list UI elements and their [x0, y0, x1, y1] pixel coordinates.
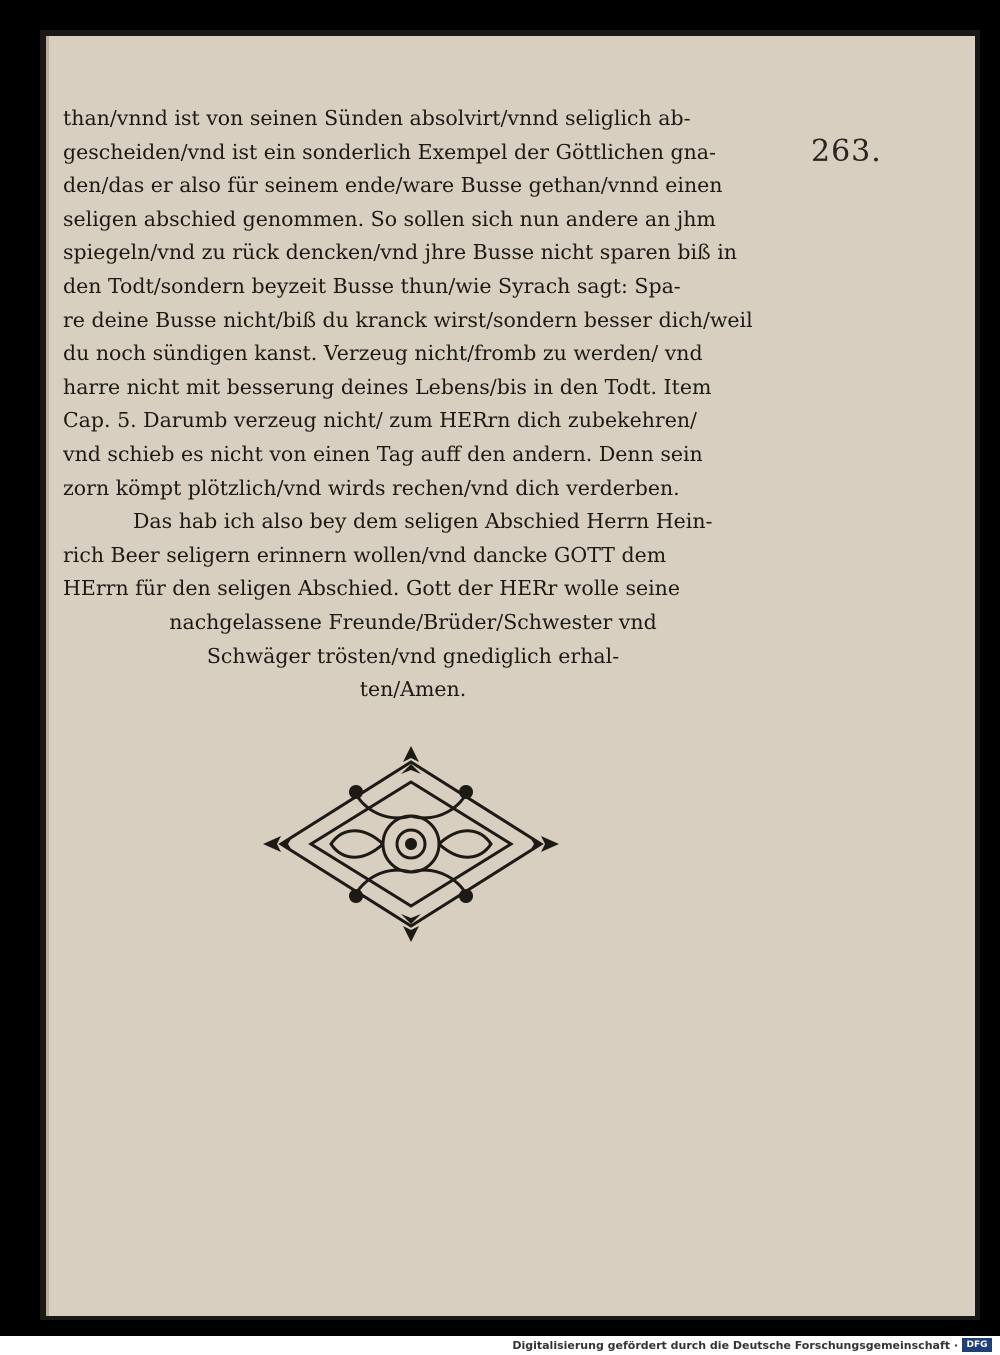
- text-line: den Todt/sondern beyzeit Busse thun/wie Syrach sagt: Spa-: [63, 273, 681, 298]
- text-line-centered: ten/Amen.: [359, 677, 467, 702]
- paragraph-2: [63, 505, 763, 707]
- text-line: gescheiden/vnd ist ein sonderlich Exempel der Göttlichen gna-: [63, 139, 716, 164]
- text-line: Cap. 5. Darumb verzeug nicht/ zum HERrn dich zubekehren/: [63, 408, 697, 433]
- text-line: spiegeln/vnd zu rück dencken/vnd jhre Busse nicht sparen biß in: [63, 240, 737, 265]
- text-line: vnd schieb es nicht von einen Tag auff den andern. Denn sein: [63, 441, 703, 466]
- text-line: rich Beer seligern erinnern wollen/vnd dancke GOTT dem: [63, 542, 667, 567]
- dfg-logo: DFG: [962, 1338, 992, 1352]
- text-line: seligen abschied genommen. So sollen sich nun andere an jhm: [63, 206, 716, 231]
- text-line-centered: nachgelassene Freunde/Brüder/Schwester vnd: [169, 609, 657, 634]
- text-line: HErrn für den seligen Abschied. Gott der HERr wolle seine: [63, 576, 681, 601]
- text-line: den/das er also für seinem ende/ware Busse gethan/vnnd einen: [63, 173, 723, 198]
- text-line: Das hab ich also bey dem seligen Abschied Herrn Hein-: [133, 509, 713, 534]
- text-line: zorn kömpt plötzlich/vnd wirds rechen/vnd dich verderben.: [63, 475, 680, 500]
- body-text: [63, 102, 763, 707]
- text-line: re deine Busse nicht/biß du kranck wirst/sondern besser dich/weil: [63, 307, 753, 332]
- digitization-footer: [0, 1336, 1000, 1355]
- text-line: du noch sündigen kanst. Verzeug nicht/fromb zu werden/ vnd: [63, 341, 703, 366]
- text-line: harre nicht mit besserung deines Lebens/bis in den Todt. Item: [63, 374, 712, 399]
- page-number: 263.: [811, 134, 882, 169]
- paragraph-1: [63, 102, 763, 505]
- text-line-centered: Schwäger trösten/vnd gnediglich erhal-: [206, 643, 620, 668]
- fleuron-ornament-icon: [261, 744, 561, 944]
- book-page: [46, 36, 975, 1316]
- text-line: than/vnnd ist von seinen Sünden absolvirt/vnnd seliglich ab-: [63, 106, 691, 130]
- footer-credit: Digitalisierung gefördert durch die Deutsche Forschungsgemeinschaft ·: [512, 1339, 958, 1352]
